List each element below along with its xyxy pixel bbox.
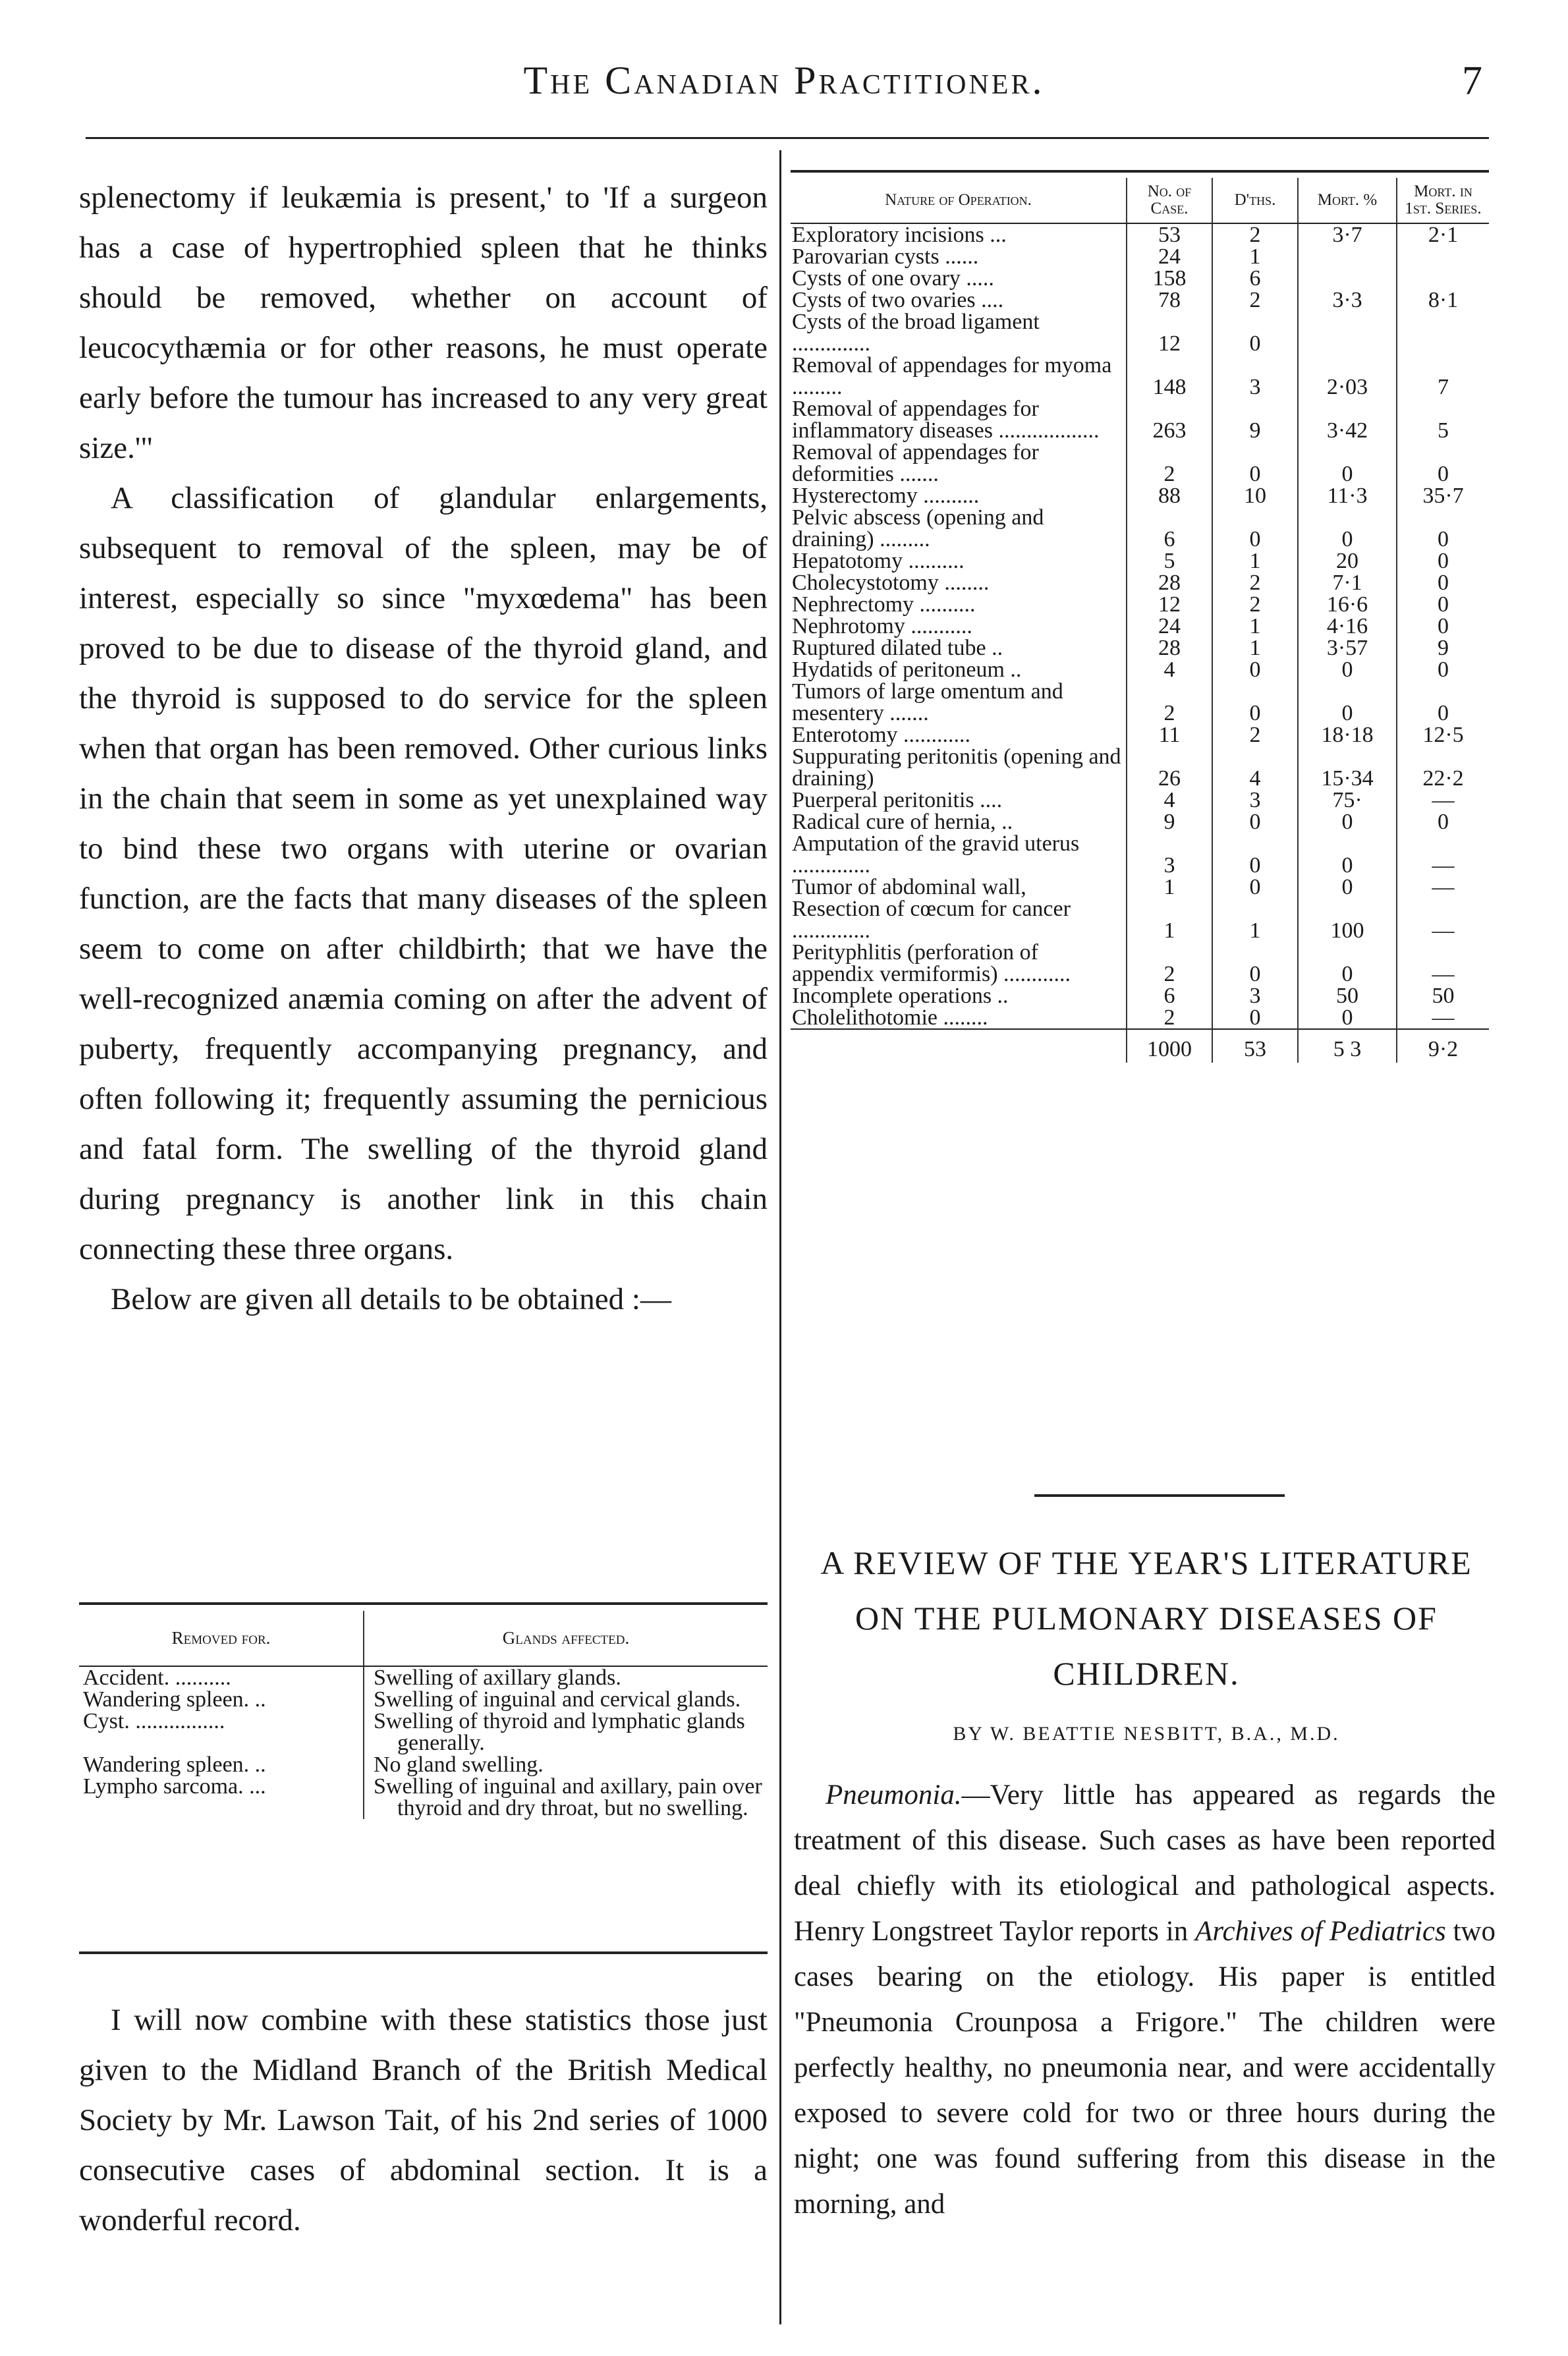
operation-row [791,572,1489,594]
operation-name: Suppurating peritonitis (opening and draining) [792,744,1121,791]
total-cell: 53 [1212,1029,1298,1063]
death-count: 0 [1212,811,1298,833]
removed-for-cell: Wandering spleen. .. [83,1687,266,1712]
first-series-mortality: 50 [1397,985,1489,1007]
death-count: 0 [1212,507,1298,550]
totals-row [791,1029,1489,1063]
death-count: 0 [1212,441,1298,485]
first-series-mortality: — [1397,789,1489,811]
first-series-mortality [1397,311,1489,354]
first-series-mortality: 0 [1397,572,1489,594]
first-series-mortality: 7 [1397,354,1489,398]
mortality-pct: 0 [1298,659,1397,681]
operation-row [791,267,1489,289]
column-divider [779,150,781,2324]
mortality-pct: 2·03 [1298,354,1397,398]
left-column-text [79,173,768,1324]
mortality-pct: 50 [1298,985,1397,1007]
death-count: 3 [1212,354,1298,398]
first-series-mortality: 35·7 [1397,485,1489,507]
case-count: 4 [1127,789,1212,811]
case-count: 2 [1127,941,1212,985]
article-text-part1: —Very little has appeared as regards the treatment of this disease. Such cases as have been reported deal chiefly with its etiological and pathological aspects. Henry Longstreet Taylor reports in [794,1780,1496,1947]
mortality-pct [1298,246,1397,267]
operations-table [791,178,1489,1063]
running-head [0,58,1568,117]
case-count: 88 [1127,485,1212,507]
operation-row [791,615,1489,637]
first-series-mortality: 0 [1397,615,1489,637]
mortality-pct: 0 [1298,941,1397,985]
ops-table-top-rule [791,170,1489,173]
journal-name: Archives of Pediatrics [1195,1916,1446,1947]
death-count: 0 [1212,311,1298,354]
death-count: 0 [1212,659,1298,681]
case-count: 24 [1127,246,1212,267]
death-count: 0 [1212,1007,1298,1029]
operation-name: Tumors of large omentum and mesentery ....... [792,679,1063,725]
operation-name: Cysts of the broad ligament .............. [792,310,1040,356]
first-series-mortality: 0 [1397,441,1489,485]
death-count: 10 [1212,485,1298,507]
death-count: 1 [1212,637,1298,659]
case-count: 24 [1127,615,1212,637]
case-count: 158 [1127,267,1212,289]
case-count: 6 [1127,507,1212,550]
paragraph-lawson-tait: I will now combine with these statistics those just given to the Midland Branch of the British Medical Society by Mr. Lawson Tait, of his 2nd series of 1000 consecutive cases of abdominal section. It is a wonderful record. [79,2003,768,2237]
first-series-mortality: 0 [1397,659,1489,681]
operation-row [791,311,1489,354]
article-byline: BY W. BEATTIE NESBITT, B.A., M.D. [953,1723,1340,1745]
first-series-mortality: 8·1 [1397,289,1489,311]
death-count: 0 [1212,681,1298,724]
death-count: 2 [1212,594,1298,615]
operation-name: Nephrectomy .......... [792,592,976,617]
death-count: 2 [1212,724,1298,746]
operation-name: Perityphlitis (perforation of appendix vermiformis) ............ [792,940,1071,986]
removed-for-cell: Wandering spleen. .. [83,1753,266,1777]
operation-row [791,1007,1489,1029]
case-count: 263 [1127,398,1212,441]
total-cell: 1000 [1127,1029,1212,1063]
operation-row [791,637,1489,659]
operation-row [791,898,1489,941]
glands-affected-cell: Swelling of inguinal and axillary, pain over thyroid and dry throat, but no swelling. [374,1774,762,1820]
operation-row [791,789,1489,811]
article-text-part2: two cases bearing on the etiology. His paper is entitled "Pneumonia Crounposa a Frigore." The children were perfectly healthy, no pneumonia near, and were accidentally exposed to severe cold for two or three hours during the night; one was found suffering from this disease in the morning, and [794,1916,1496,2220]
paragraph-quote: splenectomy if leukæmia is present,' to 'If a surgeon has a case of hypertrophied spleen that he thinks should be removed, whether on account of leucocythæmia or for other reasons, he must operate early before the tumour has increased to any very great size.'" [79,181,768,465]
mortality-pct: 16·6 [1298,594,1397,615]
operation-row [791,289,1489,311]
glands-affected-cell-wrapper [364,1689,768,1710]
case-count: 9 [1127,811,1212,833]
operation-name: Tumor of abdominal wall, [792,875,1026,899]
paragraph-classification: A classification of glandular enlargements, subsequent to removal of the spleen, may be of interest, especially so since "myxœdema" has been proved to be due to disease of the thyroid gland, and the thyroid is supposed to do service for the spleen when that organ has been removed. Other curious links in the chain that seem in some as yet unexplained way to bind these two organs with uterine or ovarian function, are the facts that many diseases of the spleen seem to come on after childbirth; that we have the well-recognized anæmia coming on after the advent of puberty, frequently accompanying pregnancy, and often following it; frequently assuming the pernicious and fatal form. The swelling of the thyroid gland during pregnancy is another link in this chain connecting these three organs. [79,481,768,1266]
first-series-mortality: 5 [1397,398,1489,441]
glands-row [79,1776,768,1819]
operation-name: Exploratory incisions ... [792,223,1007,247]
case-count: 2 [1127,1007,1212,1029]
ops-header-nature: Nature of Operation. [791,178,1127,223]
death-count: 3 [1212,985,1298,1007]
glands-affected-cell: Swelling of inguinal and cervical glands. [374,1687,741,1712]
article-paragraph [794,1772,1496,2227]
case-count: 78 [1127,289,1212,311]
operation-name: Removal of appendages for inflammatory diseases .................. [792,397,1100,443]
glands-row [79,1666,768,1689]
case-count: 28 [1127,637,1212,659]
mortality-pct: 0 [1298,1007,1397,1029]
mortality-pct: 15·34 [1298,746,1397,789]
operation-row [791,441,1489,485]
glands-affected-cell-wrapper [364,1666,768,1689]
operation-name: Ruptured dilated tube .. [792,636,1003,660]
first-series-mortality: 9 [1397,637,1489,659]
operation-name: Puerperal peritonitis .... [792,788,1003,812]
death-count: 1 [1212,550,1298,572]
operation-name: Enterotomy ............ [792,723,971,747]
glands-header-removed-for: Removed for. [79,1611,364,1666]
mortality-pct: 75· [1298,789,1397,811]
death-count: 6 [1212,267,1298,289]
glands-row [79,1710,768,1754]
case-count: 2 [1127,441,1212,485]
death-count: 0 [1212,941,1298,985]
death-count: 2 [1212,572,1298,594]
operation-row [791,659,1489,681]
first-series-mortality: 22·2 [1397,746,1489,789]
glands-affected-cell: Swelling of axillary glands. [374,1666,621,1690]
operation-row [791,485,1489,507]
glands-affected-cell: Swelling of thyroid and lymphatic glands generally. [374,1709,745,1755]
operation-row [791,354,1489,398]
first-series-mortality: 0 [1397,594,1489,615]
case-count: 53 [1127,223,1212,246]
operation-name: Radical cure of hernia, .. [792,810,1013,834]
total-cell [791,1029,1127,1063]
operation-name: Pelvic abscess (opening and draining) ......... [792,505,1044,551]
closing-text [79,1995,768,2245]
first-series-mortality: 12·5 [1397,724,1489,746]
case-count: 11 [1127,724,1212,746]
operation-name: Cholelithotomie ........ [792,1005,988,1030]
glands-header-glands-affected: Glands affected. [364,1611,768,1666]
glands-row [79,1754,768,1776]
death-count: 3 [1212,789,1298,811]
first-series-mortality [1397,246,1489,267]
operation-row [791,398,1489,441]
death-count: 4 [1212,746,1298,789]
glands-row [79,1689,768,1710]
first-series-mortality: — [1397,833,1489,876]
operation-name: Parovarian cysts ...... [792,244,979,269]
death-count: 1 [1212,898,1298,941]
article-body [794,1772,1496,2227]
case-count: 12 [1127,594,1212,615]
operation-name: Incomplete operations .. [792,984,1009,1008]
operation-name: Resection of cœcum for cancer .............. [792,897,1071,943]
operation-row [791,746,1489,789]
glands-affected-cell: No gland swelling. [374,1753,544,1777]
glands-table [79,1611,768,1819]
mortality-pct: 0 [1298,441,1397,485]
operation-name: Hydatids of peritoneum .. [792,658,1022,682]
death-count: 9 [1212,398,1298,441]
operation-name: Nephrotomy ........... [792,614,972,638]
operation-name: Removal of appendages for deformities ....... [792,440,1039,486]
mortality-pct: 0 [1298,507,1397,550]
glands-affected-cell-wrapper [364,1776,768,1819]
operation-name: Hepatotomy .......... [792,549,965,573]
operation-row [791,681,1489,724]
case-count: 3 [1127,833,1212,876]
mortality-pct: 0 [1298,833,1397,876]
mortality-pct: 100 [1298,898,1397,941]
mortality-pct: 3·57 [1298,637,1397,659]
removed-for-cell: Accident. .......... [83,1666,231,1690]
article-title: A REVIEW OF THE YEAR'S LITERATURE ON THE PULMONARY DISEASES OF CHILDREN. [820,1544,1472,1692]
header-rule [86,137,1489,139]
first-series-mortality [1397,267,1489,289]
case-count: 2 [1127,681,1212,724]
case-count: 6 [1127,985,1212,1007]
first-series-mortality: 0 [1397,681,1489,724]
death-count: 2 [1212,289,1298,311]
mortality-pct [1298,311,1397,354]
operation-row [791,724,1489,746]
mortality-pct: 3·42 [1298,398,1397,441]
case-count: 148 [1127,354,1212,398]
case-count: 28 [1127,572,1212,594]
mortality-pct: 3·3 [1298,289,1397,311]
paragraph-details-intro: Below are given all details to be obtained :— [111,1282,671,1316]
journal-title: The Canadian Practitioner. [523,59,1045,102]
operation-name: Cysts of one ovary ..... [792,266,994,291]
first-series-mortality: 0 [1397,507,1489,550]
total-cell: 9·2 [1397,1029,1489,1063]
mortality-pct: 20 [1298,550,1397,572]
glands-table-top-rule [79,1602,768,1605]
operation-row [791,246,1489,267]
page-number: 7 [1462,59,1482,103]
mortality-pct: 3·7 [1298,223,1397,246]
mortality-pct: 7·1 [1298,572,1397,594]
first-series-mortality: — [1397,941,1489,985]
mortality-pct [1298,267,1397,289]
mortality-pct: 0 [1298,876,1397,898]
death-count: 1 [1212,615,1298,637]
glands-affected-cell-wrapper [364,1754,768,1776]
first-series-mortality: — [1397,898,1489,941]
case-count: 12 [1127,311,1212,354]
mortality-pct: 0 [1298,811,1397,833]
operation-row [791,985,1489,1007]
mortality-pct: 0 [1298,681,1397,724]
first-series-mortality: — [1397,876,1489,898]
section-separator [1034,1494,1285,1497]
case-count: 4 [1127,659,1212,681]
death-count: 1 [1212,246,1298,267]
operation-row [791,833,1489,876]
glands-table-bottom-rule [79,1951,768,1954]
death-count: 0 [1212,876,1298,898]
operation-name: Amputation of the gravid uterus .............. [792,831,1080,878]
removed-for-cell: Cyst. ................ [83,1709,225,1733]
first-series-mortality: 0 [1397,811,1489,833]
glands-affected-cell-wrapper [364,1710,768,1754]
ops-header-first-series: Mort. in 1st. Series. [1397,178,1489,223]
death-count: 2 [1212,223,1298,246]
removed-for-cell: Lympho sarcoma. ... [83,1774,266,1799]
operation-row [791,507,1489,550]
operation-row [791,550,1489,572]
first-series-mortality: 0 [1397,550,1489,572]
mortality-pct: 18·18 [1298,724,1397,746]
topic-heading: Pneumonia. [826,1780,962,1810]
operation-row [791,811,1489,833]
operation-row [791,594,1489,615]
operation-row [791,223,1489,246]
total-cell: 5 3 [1298,1029,1397,1063]
ops-header-deaths: D'ths. [1212,178,1298,223]
operation-name: Removal of appendages for myoma ......... [792,353,1112,399]
ops-header-mortality: Mort. % [1298,178,1397,223]
first-series-mortality: — [1397,1007,1489,1029]
death-count: 0 [1212,833,1298,876]
case-count: 26 [1127,746,1212,789]
operation-row [791,941,1489,985]
operation-row [791,876,1489,898]
operation-name: Cholecystotomy ........ [792,571,990,595]
case-count: 5 [1127,550,1212,572]
mortality-pct: 4·16 [1298,615,1397,637]
operation-name: Hysterectomy .......... [792,484,980,508]
operation-name: Cysts of two ovaries .... [792,288,1004,312]
mortality-pct: 11·3 [1298,485,1397,507]
ops-header-cases: No. of Case. [1127,178,1212,223]
first-series-mortality: 2·1 [1397,223,1489,246]
case-count: 1 [1127,898,1212,941]
case-count: 1 [1127,876,1212,898]
